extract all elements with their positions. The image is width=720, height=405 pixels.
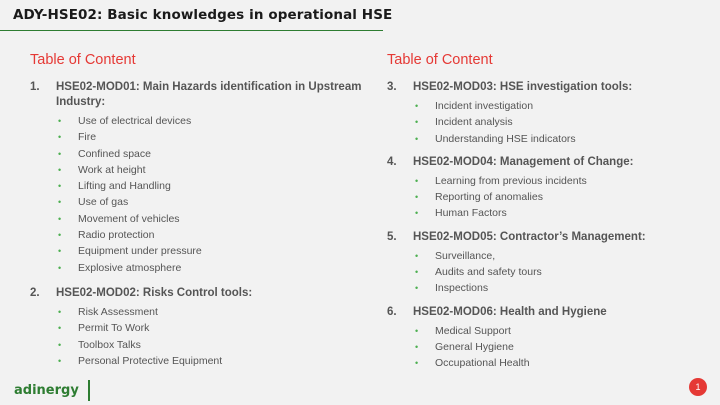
list-item: • Work at height: [56, 162, 370, 178]
list-item: • Confined space: [56, 146, 370, 162]
section-4: [387, 155, 707, 222]
section-number: 3.: [387, 81, 397, 93]
section-title: HSE02-MOD04: Management of Change:: [413, 155, 634, 168]
list-item: • Personal Protective Equipment: [56, 353, 370, 369]
item-list: [56, 304, 370, 369]
list-item: • Inspections: [413, 280, 707, 296]
footer-divider: [88, 380, 90, 401]
list-item: • Permit To Work: [56, 320, 370, 336]
list-item: • Occupational Health: [413, 355, 707, 371]
item-list: [413, 248, 707, 297]
list-item: • Incident analysis: [413, 114, 707, 130]
section-number: 2.: [30, 286, 40, 299]
list-item: • Incident investigation: [413, 98, 707, 114]
section-title: HSE02-MOD06: Health and Hygiene: [413, 305, 607, 318]
section-number: 5.: [387, 230, 397, 243]
item-list: [413, 323, 707, 372]
item-list: [413, 173, 707, 222]
section-number: 4.: [387, 155, 397, 168]
company-logo: adinergy: [14, 383, 79, 398]
list-item: • Fire: [56, 129, 370, 145]
right-column: [387, 52, 707, 372]
toc-title-right: Table of Content: [387, 52, 493, 68]
list-item: • Use of electrical devices: [56, 113, 370, 129]
list-item: • Audits and safety tours: [413, 264, 707, 280]
section-3: [387, 80, 707, 147]
item-list: [413, 98, 707, 147]
list-item: • Radio protection: [56, 227, 370, 243]
list-item: • Surveillance,: [413, 248, 707, 264]
list-item: • Understanding HSE indicators: [413, 131, 707, 147]
left-column: [30, 52, 370, 369]
section-2: [30, 286, 370, 369]
slide-title: ADY-HSE02: Basic knowledges in operational HSE: [13, 7, 393, 23]
list-item: • Equipment under pressure: [56, 243, 370, 259]
page-number-badge: 1: [689, 378, 707, 396]
list-item: • Learning from previous incidents: [413, 173, 707, 189]
list-item: • Lifting and Handling: [56, 178, 370, 194]
list-item: • Medical Support: [413, 323, 707, 339]
list-item: • Use of gas: [56, 194, 370, 210]
slide-header: [0, 0, 393, 31]
section-title: HSE02-MOD01: Main Hazards identification in Upstream Industry:: [56, 81, 362, 108]
section-number: 6.: [387, 305, 397, 318]
section-5: [387, 230, 707, 297]
section-number: 1.: [30, 81, 40, 93]
toc-title-left: Table of Content: [30, 52, 136, 68]
item-list: [56, 113, 370, 276]
list-item: • General Hygiene: [413, 339, 707, 355]
list-item: • Explosive atmosphere: [56, 260, 370, 276]
list-item: • Toolbox Talks: [56, 337, 370, 353]
list-item: • Human Factors: [413, 205, 707, 221]
section-title: HSE02-MOD05: Contractor’s Management:: [413, 230, 646, 243]
section-6: [387, 305, 707, 372]
list-item: • Movement of vehicles: [56, 211, 370, 227]
section-title: HSE02-MOD03: HSE investigation tools:: [413, 81, 633, 93]
section-title: HSE02-MOD02: Risks Control tools:: [56, 286, 253, 299]
section-1: [30, 80, 370, 276]
list-item: • Reporting of anomalies: [413, 189, 707, 205]
list-item: • Risk Assessment: [56, 304, 370, 320]
